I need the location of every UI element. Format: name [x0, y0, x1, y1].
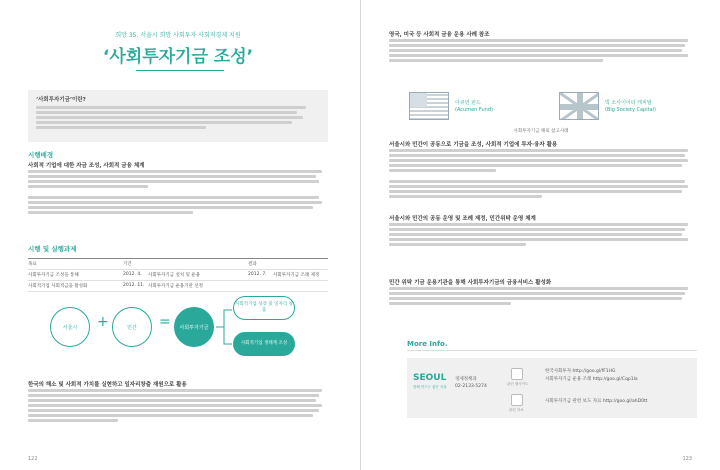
- link-1[interactable]: 한국사회투자 http://goo.gl/fF1HG: [545, 369, 616, 374]
- section-heading-background: 시행배경: [28, 151, 54, 159]
- page-number-right: 123: [682, 456, 692, 462]
- more-info-box: [407, 358, 697, 418]
- subheading-2: 한국의 해소 및 사회적 가치를 실현하고 일자리창출 재원으로 활용: [28, 382, 187, 388]
- diagram-seoul-circle: 서울시: [50, 307, 90, 347]
- us-flag-icon: [409, 92, 449, 120]
- paragraph-r4: [389, 223, 694, 248]
- seoul-slogan: 함께 만드는 좋은 서울: [413, 385, 447, 389]
- flag-label-acumen: 아큐먼 펀드 (Acumen Fund): [455, 100, 493, 113]
- section-heading-tasks: 시행 및 실행과제: [28, 245, 77, 253]
- uk-flag-icon: [559, 92, 599, 120]
- definition-box: [28, 90, 328, 142]
- diagram-outcome-1: 사회적기업 성장 및 일자리 창출: [233, 296, 295, 320]
- subheading-1: 사회적 기업에 대한 자금 조성, 사회적 금융 체계: [28, 163, 145, 169]
- definition-box-title: ‘사회투자기금’이란?: [36, 97, 86, 103]
- subheading-r3: 서울시와 민간의 공동 운영 및 조례 제정, 민간위탁 운영 체계: [389, 216, 536, 222]
- link-3[interactable]: 사회투자기금 관련 보도 자료 http://goo.gl/ahD0tt: [545, 399, 648, 404]
- diagram-private-circle: 민간: [112, 307, 152, 347]
- paragraph-r3: [389, 180, 694, 200]
- document-icon-label: 관련 자료: [509, 408, 524, 412]
- flag-label-bsc: 빅 소사이어티 캐피탈 (Big Society Capital): [605, 100, 656, 113]
- website-icon: [511, 368, 523, 380]
- more-info-heading: More Info.: [407, 340, 448, 348]
- seoul-logo: SEOUL: [413, 373, 447, 383]
- paragraph-1: [28, 170, 328, 190]
- diagram-outcome-2: 사회적기업 생태계 조성: [233, 332, 295, 356]
- title-underline: [136, 70, 224, 71]
- paragraph-r2: [389, 149, 694, 174]
- example-flags: [409, 92, 679, 132]
- paragraph-2: [28, 196, 328, 216]
- document-icon: [511, 394, 523, 406]
- subheading-r1: 영국, 미국 등 사회적 금융 운용 사례 참조: [389, 32, 490, 38]
- page-number-left: 122: [28, 456, 38, 462]
- subheading-r4: 민간 위탁 기금 운용기관을 통해 사회투자기금의 금융서비스 활성화: [389, 280, 552, 286]
- contact-dept: 경제정책과: [455, 377, 477, 382]
- table-header-row: 목표 기간 결과: [28, 259, 328, 270]
- table-row: 사회투자기금 조성을 통해 2012. 4. 사회투자기금 설치 및 운용 2012. 7. 사회투자기금 조례 제정: [28, 270, 328, 281]
- right-page: [360, 0, 720, 470]
- plus-icon: +: [97, 314, 109, 330]
- paragraph-r1: [389, 39, 694, 64]
- paragraph-3: [28, 389, 328, 424]
- subheading-r2: 서울시와 민간이 공동으로 기금을 조성, 사회적 기업에 투자·융자 활용: [389, 142, 558, 148]
- flags-caption: 사회투자기금 해외 참고사례: [513, 129, 569, 134]
- page-title: ‘사회투자기금 조성’: [102, 47, 254, 67]
- fund-diagram: [50, 292, 310, 362]
- equals-icon: =: [159, 314, 171, 330]
- branch-arrows: [216, 302, 232, 352]
- diagram-fund-circle: 사회투자기금: [174, 307, 214, 347]
- more-info-rule: [407, 350, 697, 351]
- paragraph-r5: [389, 287, 694, 307]
- contact-phone: 02-2133-5274: [455, 384, 487, 389]
- website-icon-label: 관련 웹사이트: [507, 382, 529, 386]
- tasks-table: [28, 258, 328, 292]
- table-row: 사회적기업 사회적금융 활성화 2012. 11. 사회투자기금 운용기관 선정: [28, 281, 328, 292]
- section-kicker: 희망 35. 서울시 희망 사회투자 사회적경제 지원: [115, 32, 241, 39]
- link-2[interactable]: 사회투자기금 운용 조례 http://goo.gl/Cqp1Ia: [545, 377, 638, 382]
